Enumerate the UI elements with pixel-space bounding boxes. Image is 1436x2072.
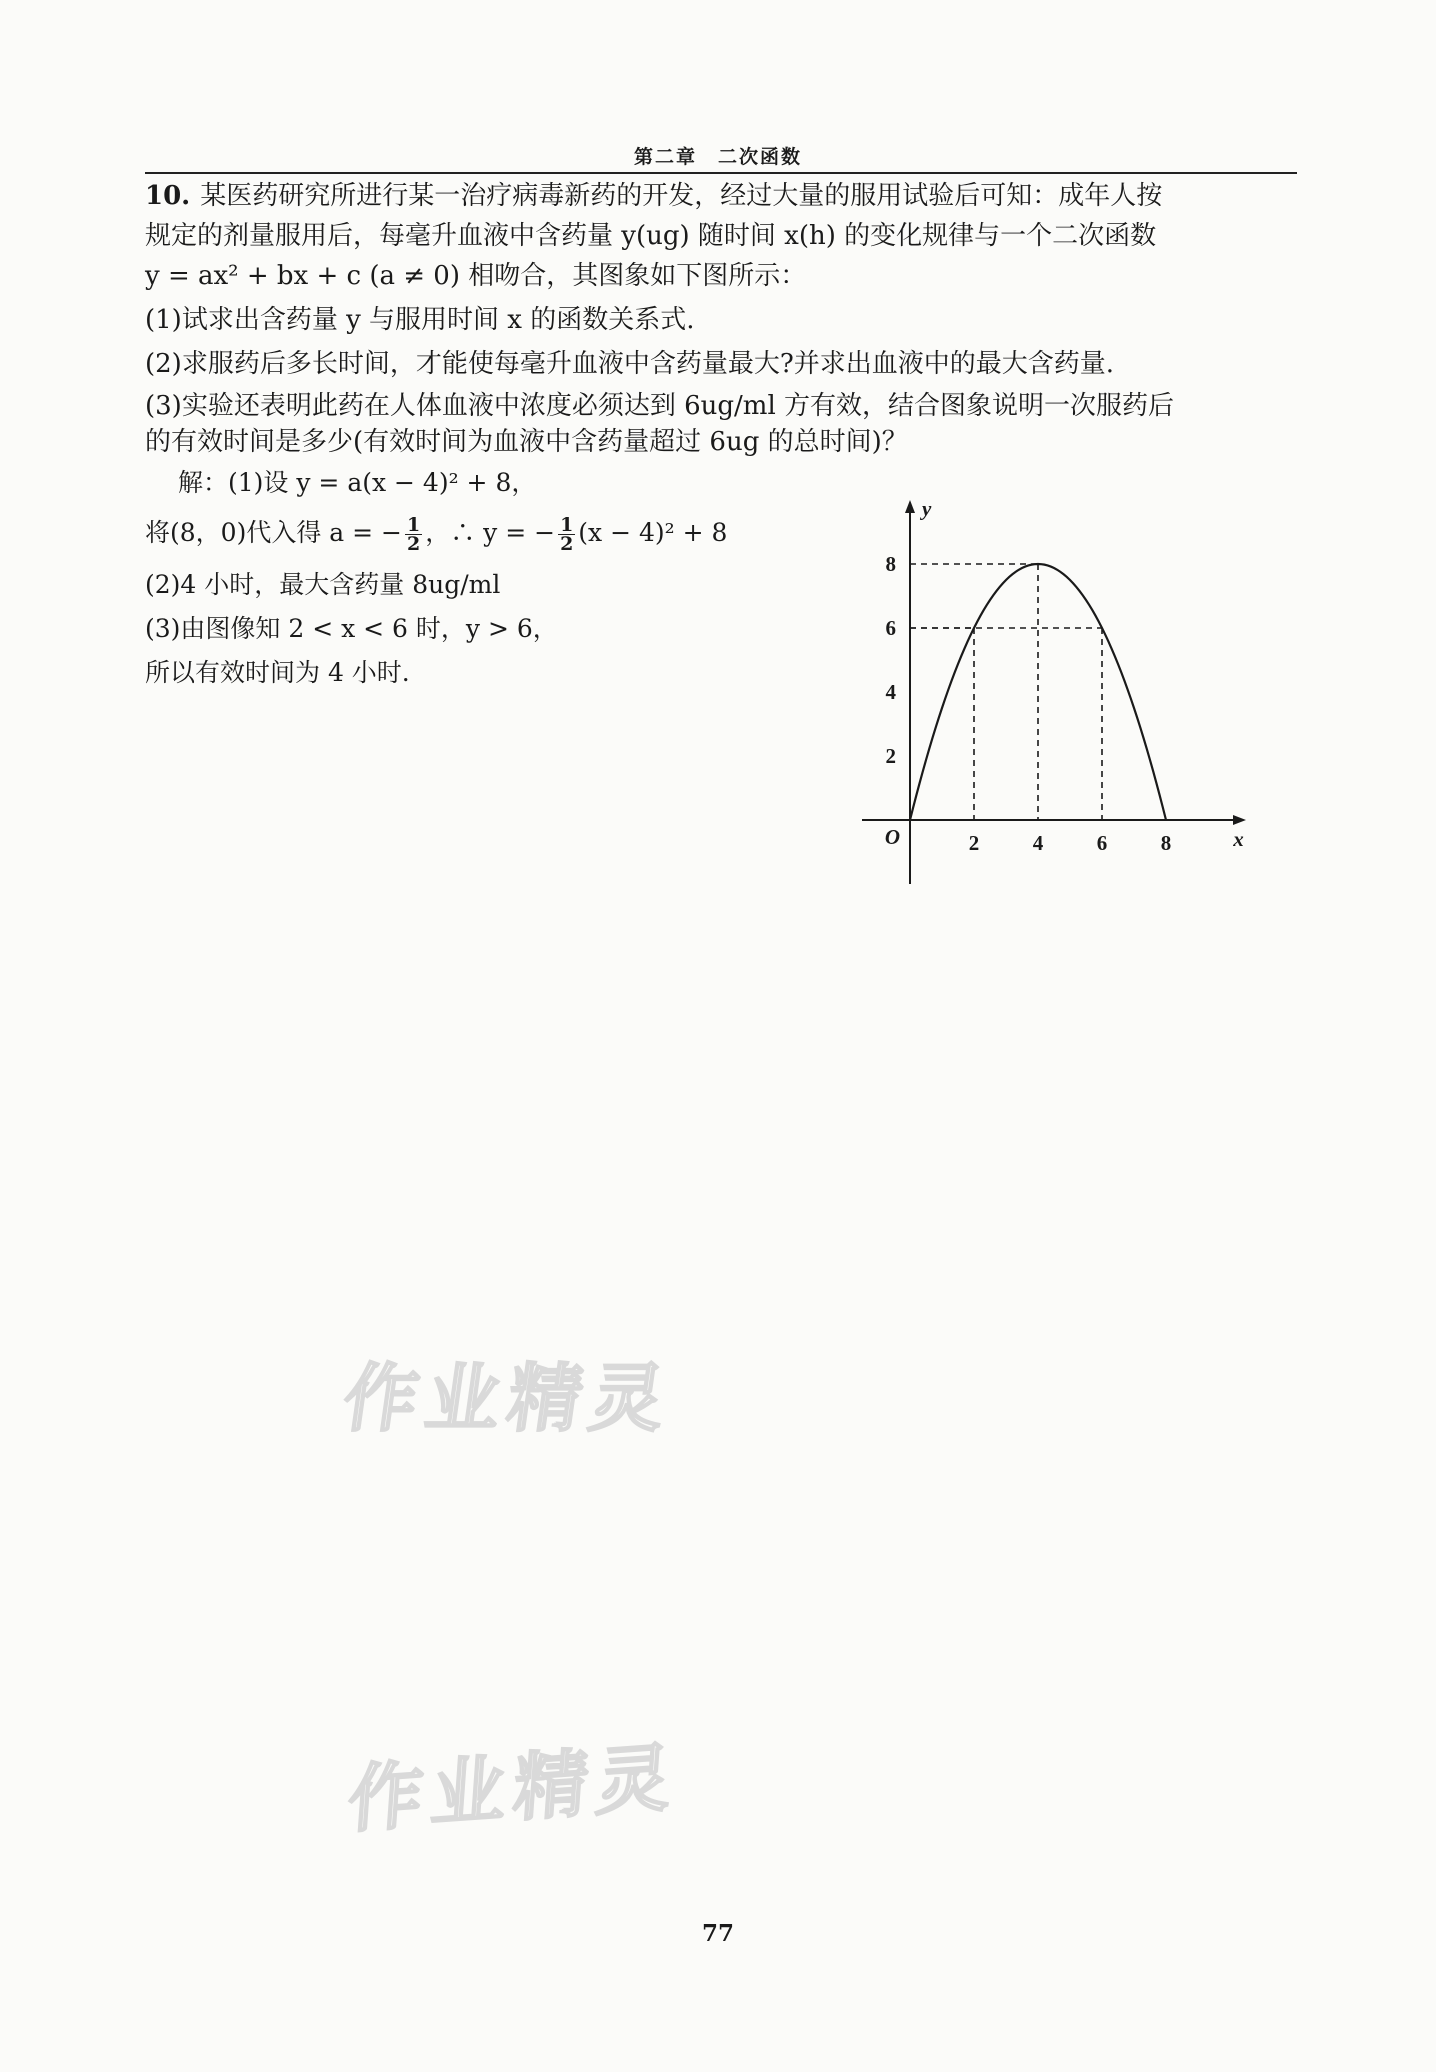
y-tick-label-6: 6 bbox=[885, 616, 896, 640]
chapter-header: 第二章 二次函数 bbox=[633, 146, 802, 168]
question-3-line-1: (3)实验还表明此药在人体血液中浓度必须达到 6ug/ml 方有效，结合图象说明一次服药后 bbox=[145, 391, 1175, 421]
x-axis-arrow-icon bbox=[1233, 815, 1246, 825]
solution-line-2-b: ，∴ y = − bbox=[425, 518, 556, 547]
parabola-chart bbox=[820, 480, 1244, 900]
solution-line-2-a: 将(8，0)代入得 a = − bbox=[145, 518, 402, 547]
fraction-half-2: $\frac{1}{2}$ bbox=[560, 514, 574, 555]
watermark-2: 作业精灵 bbox=[345, 1734, 682, 1844]
solution-line-5: 所以有效时间为 4 小时. bbox=[145, 658, 410, 687]
y-axis-label: y bbox=[922, 496, 932, 521]
x-tick-label-6: 6 bbox=[1096, 831, 1108, 855]
problem-line-1 bbox=[145, 178, 1162, 214]
problem-text-1: 某医药研究所进行某一治疗病毒新药的开发，经过大量的服用试验后可知：成年人按 bbox=[200, 181, 1163, 211]
question-1: (1)试求出含药量 y 与服用时间 x 的函数关系式. bbox=[145, 305, 695, 335]
solution-line-1: 解：(1)设 y = a(x − 4)² + 8， bbox=[178, 468, 537, 497]
page-number: 77 bbox=[701, 1920, 734, 1947]
y-tick-label-2: 2 bbox=[885, 744, 896, 768]
solution-line-2 bbox=[145, 516, 727, 553]
watermark-1: 作业精灵 bbox=[338, 1356, 679, 1442]
fraction-half-1: $\frac{1}{2}$ bbox=[406, 514, 421, 555]
x-tick-label-8: 8 bbox=[1160, 831, 1172, 855]
origin-label: O bbox=[884, 825, 900, 849]
x-tick-label-2: 2 bbox=[968, 831, 980, 855]
header-rule bbox=[145, 172, 1297, 174]
solution-line-3: (2)4 小时，最大含药量 8ug/ml bbox=[145, 570, 501, 599]
question-3-line-2: 的有效时间是多少(有效时间为血液中含药量超过 6ug 的总时间)？ bbox=[145, 427, 908, 457]
problem-line-2: 规定的剂量服用后，每毫升血液中含药量 y(ug) 随时间 x(h) 的变化规律与一个二次函数 bbox=[145, 221, 1157, 251]
y-tick-label-8: 8 bbox=[885, 552, 896, 576]
problem-line-3: y = ax² + bx + c (a ≠ 0) 相吻合，其图象如下图所示： bbox=[145, 261, 807, 291]
problem-number: 10. bbox=[145, 181, 191, 211]
solution-line-2-c: (x − 4)² + 8 bbox=[578, 518, 728, 547]
solution-line-4: (3)由图像知 2 < x < 6 时，y > 6， bbox=[145, 614, 558, 643]
x-tick-label-4: 4 bbox=[1032, 831, 1044, 855]
x-axis-label: x bbox=[1233, 827, 1244, 851]
question-2: (2)求服药后多长时间，才能使每毫升血液中含药量最大?并求出血液中的最大含药量. bbox=[145, 349, 1115, 379]
y-tick-label-4: 4 bbox=[885, 680, 896, 704]
y-axis-arrow-icon bbox=[905, 500, 915, 513]
